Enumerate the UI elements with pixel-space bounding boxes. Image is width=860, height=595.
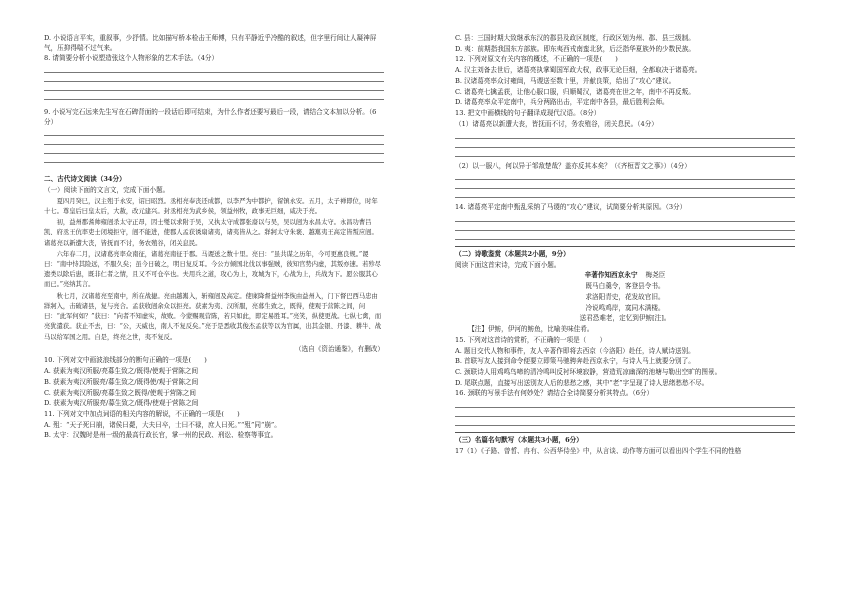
answer-line[interactable] — [455, 131, 795, 139]
q15-option[interactable]: C. 颈联诗人用鸡鸣鸟啼的清冷鸣叫反衬环境寂静，营造荒凉幽深的池塘与勒出空旷的图景。 — [455, 367, 722, 376]
q10-option[interactable]: A. 获素为夷汉所服/亮募生致之/既得/使观于营陈之间 — [44, 367, 199, 376]
answer-line[interactable] — [44, 146, 384, 154]
answer-line[interactable] — [44, 74, 384, 82]
answer-line[interactable] — [455, 190, 795, 198]
answer-line[interactable] — [455, 172, 795, 180]
answer-line[interactable] — [455, 214, 795, 222]
section-2-heading: 二、古代诗文阅读（34分） — [44, 175, 126, 184]
poem-instruction: 阅读下面这首宋诗，完成下面小题。 — [455, 260, 561, 269]
q15-option[interactable]: A. 题目交代人物和事件，友人辛著作即将去西京（今洛阳）赴任，诗人赋诗送别。 — [455, 346, 695, 355]
question-15: 15. 下列对这首诗的赏析，不正确的一项是（ ） — [455, 335, 607, 344]
passage-source: （选自《资治通鉴》，有删改） — [294, 344, 384, 353]
q10-option[interactable]: D. 获素为夷汉所服亮/募生致之/既得/使观于营陈之间 — [44, 399, 199, 408]
question-16: 16. 颈联的写景手法有何妙处？请结合全诗简要分析其特点。（6分） — [455, 389, 654, 398]
answer-line[interactable] — [455, 400, 795, 408]
classical-passage — [44, 197, 384, 343]
q12-option[interactable]: D. 诸葛亮率众平定南中，兵分两路出击，平定南中各县，最后胜利会师。 — [455, 98, 669, 107]
answer-line[interactable] — [455, 418, 795, 426]
q11-option[interactable]: C. 县：三国时期大致继承东汉的郡县及政区制度，行政区划为州、郡、县三级制。 — [455, 34, 695, 42]
question-13-2: （2）以一服八，何以异于邹敌楚哉？盖亦反其本矣？（《齐桓晋文之事》）（4分） — [455, 161, 691, 170]
poem-line: 求洛阳青史，花发故官旧。 — [585, 292, 665, 301]
poem-line: 既马白羹令，客登县令书。 — [585, 282, 665, 291]
q12-option[interactable]: B. 汉诸葛亮率众讨雍闿，马谡送至数十里，并献良策，给出了“攻心”建议。 — [455, 76, 676, 85]
passage-paragraph: 六年春二月，汉诸葛亮率众南征，诸葛亮南征于郡。马谡送之数十里。亮曰：“虽共谋之历年，今可更惠良规。”谡曰：“南中恃其险远，不服久矣；虽今日破之，明日复反耳。今公方倾国北伐以事强贼，彼知官势内虚，其叛亦速。若殄尽遗类以除后患，既非仁者之情，且又不可仓卒也。夫用兵之道，攻心为上，攻城为下，心战为上，兵战为下。愿公服其心而已。”亮纳其言。 — [44, 250, 381, 289]
q10-option[interactable]: B. 获素为夷汉所服亮/募生致之/既得使/观于营陈之间 — [44, 377, 199, 386]
question-13-1: （1）诸葛亮以新遭大丧，皆抚而不讨，务农殖谷，闭关息民。（4分） — [455, 119, 658, 128]
q12-option[interactable]: A. 汉主刘备去世后，诸葛亮执掌蜀国军政大权，政事无论巨细，全都取决于诸葛亮。 — [455, 66, 702, 75]
answer-line[interactable] — [455, 223, 795, 231]
q15-option[interactable]: D. 尾联点题，直接写出送别友人后的悲愁之感，其中“老”字呈现了诗人思绪愁愁不尽。 — [455, 378, 709, 387]
right-column — [455, 34, 795, 457]
q7-option-d: D. 小说语言平实，重叙事，少抒情。比如描写桥本检击王师傅，只有平静近乎冷酷的叙述，但字里行间让人凝神屏气，压抑得喘不过气来。 — [44, 34, 377, 52]
poem-line: 送君恐难老，定忆到伊鲂[注]。 — [579, 314, 671, 323]
answer-line[interactable] — [44, 83, 384, 91]
q15-option[interactable]: B. 首联写友人接到命令便要立即策马驰骋奔赴西京永宁，与诗人马上就要分别了。 — [455, 357, 695, 366]
answer-line[interactable] — [44, 128, 384, 136]
q12-option[interactable]: C. 诸葛亮七擒孟获，让他心服口服，归顺蜀汉，诸葛亮在世之年，南中不再反叛。 — [455, 87, 695, 96]
q10-option[interactable]: C. 获素为夷汉所服/亮募生致之既得/使观于营陈之间 — [44, 388, 196, 397]
answer-line[interactable] — [44, 65, 384, 73]
section-2b-heading: （二）诗歌鉴赏（本题共2小题，9分） — [455, 250, 570, 259]
poem-title: 辛著作知西京永宁 — [584, 271, 638, 280]
answer-line[interactable] — [455, 181, 795, 189]
answer-line[interactable] — [455, 140, 795, 148]
passage-paragraph: 初，益州郡耆帅雍闿杀太守正昂，因士燮以求附于吴，又执太守成都张裔以与吴，吴以闿为永昌太守。永昌功曹吕凯、府丞王伉率吏士闭境拒守，闿不能进，使郡人孟获诱扇诸夷，诸夷皆从之。牂牁太守朱褒、越嶲夷王高定皆叛应闿。诸葛亮以新遭大丧，皆抚而不讨，务农殖谷，闭关息民。 — [44, 219, 378, 247]
answer-line[interactable] — [455, 232, 795, 240]
question-10: 10. 下列对文中画波浪线部分的断句正确的一项是( ) — [44, 356, 207, 365]
q11-option[interactable]: D. 夷：前期指我国东方部族。即东夷西戎南蛮北狄，后泛指华夏族外的少数民族。 — [455, 44, 696, 53]
passage-paragraph: 夏四月癸巳，汉主殂于永安，诏曰昭烈。丞相亮奉丧还成都，以李严为中都护，留镇永安。五月，太子禅即位，时年十七。尊皇后曰皇太后，大赦，改元建兴。封丞相亮为武乡侯，领益州牧，政事无巨细，咸决于亮。 — [44, 197, 378, 215]
q11-option[interactable]: A. 殂：“天子死曰崩，诸侯曰薨，大夫曰卒，士曰不禄，庶人曰死。”“殂”同“崩”。 — [44, 420, 281, 429]
poem-heading — [455, 271, 795, 281]
section-divider — [455, 246, 795, 247]
question-17: 17（1）《子路、曾皙、冉有、公西华侍坐》中，从言谈、动作等方面可以看出四个学生不同的性格 — [455, 446, 742, 455]
question-11: 11. 下列对文中加点词语的相关内容的解说，不正确的一项是( ) — [44, 409, 240, 418]
answer-line[interactable] — [44, 92, 384, 100]
poem-line: 冷说鸣鸡岸，寞同木满楼。 — [585, 303, 665, 312]
section-divider — [455, 432, 795, 433]
question-12: 12. 下列对原文有关内容的概述，不正确的一项是( ) — [455, 55, 618, 64]
q11-option[interactable]: B. 太守：汉魏时是州一级的最高行政长官，掌一州的民政、刑讼、检察等事宜。 — [44, 431, 278, 440]
question-13: 13. 把文中画横线的句子翻译成现代汉语。（8分） — [455, 109, 601, 118]
question-14: 14. 诸葛亮平定南中甄乱采纳了马谡的“攻心”建议，试简要分析其原因。（3分） — [455, 203, 687, 212]
passage-paragraph: 秋七月，汉诸葛亮至南中，所在战捷。亮由越嶲入，斩雍闿及高定。使庲降督益州李恢由益州入，门下督巴西马忠由牂牁入，击破诸县，复与亮合。孟获收闿余众以拒亮。获素为夷、汉所服，亮募生致之，既得，使观于营陈之间，问曰：“此军何如？”获曰：“向者不知虚实，故败。今蒙赐观营陈，若只如此，即定易胜耳。”亮笑，纵使更战。七纵七禽，而亮犹遣获。获止不去，曰：“公，天威也，南人不复反矣。”亮于是悉收其俊杰孟获等以为官属，出其金银、丹漆、耕牛、战马以给军国之用。自是，终亮之世，夷不复反。 — [44, 292, 382, 341]
section-3-heading: （三）名篇名句默写（本题共3小题，6分） — [455, 436, 583, 445]
question-9: 9. 小说写完石远来先生写在石碑背面的一段话后即可结束，为什么作者还要写最后一段，请结合文本加以分析。（6分） — [44, 108, 377, 126]
answer-line[interactable] — [44, 155, 384, 163]
answer-line[interactable] — [455, 149, 795, 157]
poem-note: 【注】伊鲂，伊河的鲂鱼，比喻美味佳肴。 — [468, 325, 594, 334]
answer-line[interactable] — [455, 409, 795, 417]
section-2a-instruction: （一）阅读下面的文言文，完成下面小题。 — [44, 185, 170, 194]
poem-author: 梅尧臣 — [645, 271, 666, 280]
left-column — [44, 34, 384, 442]
question-8: 8. 请简要分析小说塑造张这个人物形象的艺术手法。（4分） — [44, 54, 219, 63]
answer-line[interactable] — [44, 137, 384, 145]
